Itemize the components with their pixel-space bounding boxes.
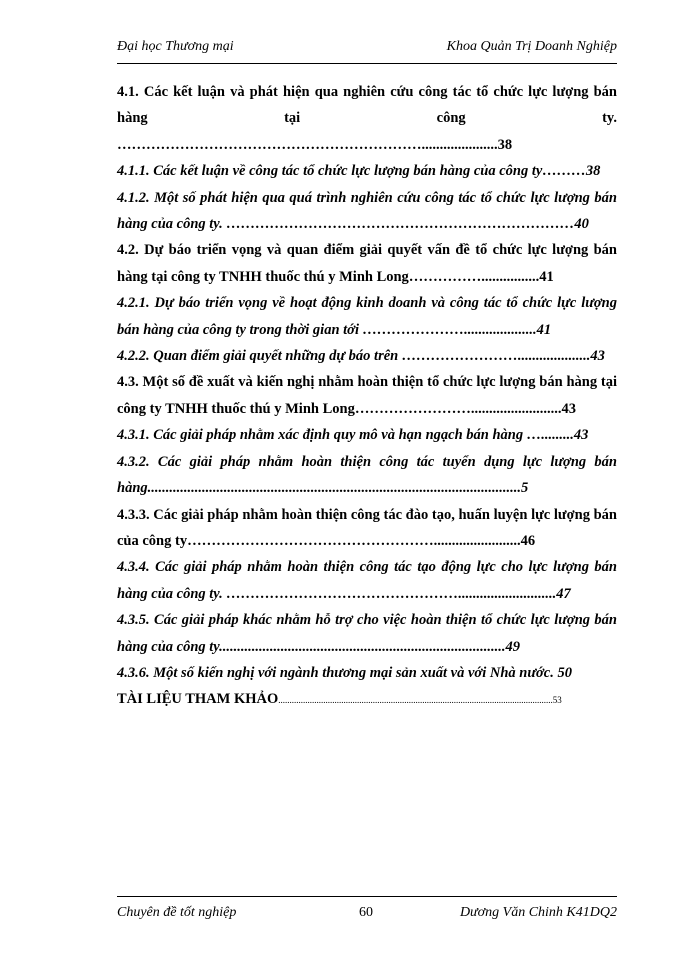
header-university: Đại học Thương mại: [117, 39, 234, 54]
toc-entry-references: [117, 686, 617, 713]
toc-entry-4-2-1: 4.2.1. Dự báo triển vọng về hoạt động kinh doanh và công tác tổ chức lực lượng bán hàng của công ty trong thời gian tới …………………....................41: [117, 295, 617, 338]
footer-rule: [117, 896, 617, 897]
page-header: [117, 39, 617, 59]
footer-title: Chuyên đề tốt nghiệp: [117, 905, 237, 920]
toc-entry-4-1-2: 4.1.2. Một số phát hiện qua quá trình nghiên cứu công tác tổ chức lực lượng bán hàng của công ty. ………………………………………………………………40: [117, 189, 617, 233]
header-rule: [117, 63, 617, 64]
references-label: TÀI LIỆU THAM KHẢO: [117, 691, 279, 708]
toc-entry-4-3-4: 4.3.4. Các giải pháp nhằm hoàn thiện công tác tạo động lực cho lực lượng bán hàng của công ty. …………………………………………...........................47: [117, 559, 617, 602]
page-footer: [117, 905, 617, 925]
header-faculty: Khoa Quản Trị Doanh Nghiệp: [446, 39, 617, 54]
toc-entry-4-2-2: 4.2.2. Quan điểm giải quyết những dự báo trên ……………………....................43: [117, 348, 605, 365]
table-of-contents: [117, 79, 617, 714]
toc-entry-4-3-3: 4.3.3. Các giải pháp nhằm hoàn thiện công tác đào tạo, huấn luyện lực lượng bán của công ty……………………………………………........................46: [117, 506, 617, 549]
toc-entry-4-3-5: 4.3.5. Các giải pháp khác nhằm hỗ trợ cho việc hoàn thiện tổ chức lực lượng bán hàng của công ty...............................................................................49: [117, 612, 617, 655]
references-dots: ..........................................................................................................................: [278, 695, 553, 706]
toc-entry-4-3-2: 4.3.2. Các giải pháp nhằm hoàn thiện công tác tuyển dụng lực lượng bán hàng.......................................................................................................5: [117, 453, 617, 497]
references-page: 53: [552, 695, 562, 706]
footer-page-number: 60: [359, 905, 373, 920]
footer-author: Dương Văn Chinh K41DQ2: [459, 905, 617, 920]
toc-entry-4-3-6: 4.3.6. Một số kiến nghị với ngành thương mại sản xuất và với Nhà nước. 50: [117, 664, 572, 681]
toc-entry-4-3: 4.3. Một số đề xuất và kiến nghị nhằm hoàn thiện tổ chức lực lượng bán hàng tại công ty TNHH thuốc thú y Minh Long…………………….........................43: [117, 374, 617, 417]
toc-entry-4-3-1: 4.3.1. Các giải pháp nhằm xác định quy mô và hạn ngạch bán hàng ….........43: [117, 427, 589, 444]
toc-entry-4-1-1: 4.1.1. Các kết luận về công tác tổ chức lực lượng bán hàng của công ty………38: [117, 163, 601, 180]
toc-entry-4-2: 4.2. Dự báo triển vọng và quan điểm giải quyết vấn đề tổ chức lực lượng bán hàng tại công ty TNHH thuốc thú y Minh Long……………................41: [117, 242, 617, 285]
toc-entry-4-1: 4.1. Các kết luận và phát hiện qua nghiên cứu công tác tổ chức lực lượng bán hàng tại công ty. ……………………………………………………….....................38: [117, 84, 617, 153]
